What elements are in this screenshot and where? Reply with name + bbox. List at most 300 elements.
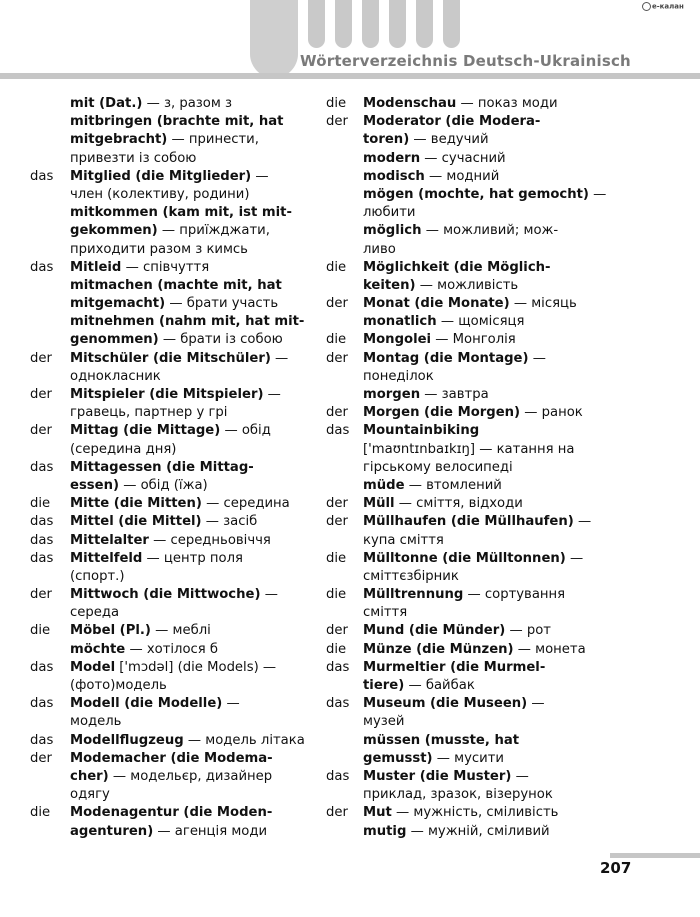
translation: однокласник	[70, 368, 161, 384]
entry-text	[70, 113, 283, 131]
translation: ['mɔdəl] (die Models) —	[115, 659, 277, 675]
entry-text	[70, 713, 121, 731]
entry-text	[363, 568, 459, 586]
dictionary-entry-line	[326, 495, 626, 513]
headword: Mund (die Münder)	[363, 623, 506, 639]
headword: modern	[363, 150, 421, 166]
dictionary-entry-line	[30, 459, 310, 477]
dictionary-entry-line	[30, 241, 310, 259]
dictionary-entry-line	[326, 659, 626, 677]
dictionary-entry-line	[326, 368, 626, 386]
article: der	[326, 405, 348, 421]
entry-text	[363, 186, 606, 204]
dictionary-entry-line	[30, 804, 310, 822]
entry-text	[70, 495, 290, 513]
article: das	[30, 459, 54, 475]
dictionary-entry-line	[326, 804, 626, 822]
headword: möglich	[363, 223, 422, 239]
headword: agenturen)	[70, 823, 154, 839]
dictionary-entry-line	[30, 113, 310, 131]
headword: morgen	[363, 387, 421, 402]
article: der	[326, 114, 348, 130]
entry-text	[363, 241, 396, 259]
translation: — з, разом з	[142, 96, 233, 111]
dictionary-entry-line	[326, 604, 626, 622]
translation: музей	[363, 714, 405, 730]
translation: — байбак	[404, 678, 475, 693]
translation: любити	[363, 205, 416, 221]
dictionary-entry-line	[30, 713, 310, 731]
entry-text	[363, 641, 586, 659]
dictionary-entry-line	[30, 786, 310, 804]
entry-text	[363, 750, 504, 768]
headword: Müllhaufen (die Müllhaufen)	[363, 514, 574, 530]
entry-text	[70, 186, 250, 204]
entry-text	[363, 768, 529, 786]
dictionary-entry-line	[30, 532, 310, 550]
headword: Mülltrennung	[363, 587, 464, 603]
dictionary-entry-line	[30, 313, 310, 331]
dictionary-entry-line	[326, 513, 626, 531]
headword: Model	[70, 659, 116, 675]
entry-text	[363, 659, 545, 677]
header-tab	[308, 0, 325, 48]
dictionary-entry-line	[326, 331, 626, 349]
headword: Mittelalter	[70, 532, 149, 548]
translation: — модель літака	[183, 732, 305, 748]
translation: — модельєр, дизайнер	[108, 768, 273, 784]
dictionary-entry-line	[30, 277, 310, 295]
dictionary-entry-line	[30, 295, 310, 313]
entry-text	[363, 604, 407, 622]
dictionary-entry-line	[326, 768, 626, 786]
entry-text	[363, 95, 558, 113]
entry-text	[70, 732, 305, 750]
article: der	[30, 750, 52, 766]
dictionary-entry-line	[30, 604, 310, 622]
headword: Mountainbiking	[363, 423, 480, 439]
entry-text	[363, 204, 416, 222]
headword: Modenschau	[363, 96, 457, 111]
headword: genommen)	[70, 332, 159, 348]
entry-text	[70, 259, 209, 277]
dictionary-entry-line	[326, 695, 626, 713]
translation: — рот	[505, 623, 551, 639]
headword: mitgebracht)	[70, 132, 168, 148]
dictionary-entry-line	[30, 732, 310, 750]
entry-text	[363, 422, 479, 440]
dictionary-entry-line	[326, 95, 626, 113]
headword: Mittag (die Mittage)	[70, 423, 221, 439]
dictionary-entry-line	[326, 186, 626, 204]
article: die	[326, 96, 347, 111]
page-title: Wörterverzeichnis Deutsch-Ukrainisch	[300, 52, 631, 70]
headword: Modenagentur (die Moden-	[70, 805, 273, 821]
article: der	[30, 587, 52, 603]
entry-text	[70, 313, 304, 331]
entry-text	[70, 459, 254, 477]
entry-text	[70, 532, 271, 550]
entry-text	[70, 241, 248, 259]
dictionary-entry-line	[30, 768, 310, 786]
dictionary-entry-line	[326, 313, 626, 331]
entry-text	[70, 368, 161, 386]
entry-text	[70, 677, 167, 695]
dictionary-entry-line	[326, 113, 626, 131]
entry-text	[363, 550, 583, 568]
entry-text	[363, 804, 558, 822]
translation: — сортування	[463, 587, 566, 603]
dictionary-entry-line	[30, 677, 310, 695]
headword: Mittagessen (die Mittag-	[70, 459, 254, 475]
entry-text	[70, 295, 278, 313]
entry-text	[363, 313, 524, 331]
header-tab	[389, 0, 406, 48]
dictionary-entry-line	[326, 150, 626, 168]
headword: müssen (musste, hat	[363, 732, 520, 748]
headword: gekommen)	[70, 223, 158, 239]
entry-text	[363, 713, 404, 731]
dictionary-entry-line	[30, 331, 310, 349]
translation: — приїжджати,	[157, 223, 270, 239]
dictionary-entry-line	[30, 513, 310, 531]
entry-text	[70, 768, 272, 786]
entry-text	[363, 695, 545, 713]
headword: mitmachen (machte mit, hat	[70, 277, 282, 293]
translation: — показ моди	[456, 96, 558, 111]
dictionary-entry-line	[326, 277, 626, 295]
headword: Museum (die Museen)	[363, 696, 528, 712]
headword: mit (Dat.)	[70, 96, 143, 111]
translation: — мужність, сміливість	[391, 805, 559, 821]
article: das	[30, 732, 54, 748]
headword: Mülltonne (die Mülltonnen)	[363, 550, 566, 566]
entry-text	[70, 95, 232, 113]
entry-text	[70, 204, 292, 222]
dictionary-entry-line	[30, 131, 310, 149]
translation: ливо	[363, 241, 396, 257]
entry-text	[363, 259, 551, 277]
translation: —	[263, 387, 281, 402]
headword: keiten)	[363, 277, 416, 293]
headword: Mittelfeld	[70, 550, 143, 566]
entry-text	[363, 622, 551, 640]
dictionary-entry-line	[326, 386, 626, 404]
translation: — місяць	[509, 296, 577, 312]
article: die	[326, 587, 347, 603]
entry-text	[363, 295, 577, 313]
translation: —	[573, 514, 592, 530]
headword: modisch	[363, 168, 425, 184]
translation: — втомлений	[404, 477, 502, 493]
entry-text	[70, 641, 218, 659]
logo-icon	[642, 2, 651, 11]
dictionary-entry-line	[326, 713, 626, 731]
headword: Müll	[363, 496, 395, 512]
dictionary-entry-line	[326, 677, 626, 695]
article: die	[326, 332, 347, 348]
entry-text	[70, 804, 272, 822]
entry-text	[363, 532, 444, 550]
headword: Monat (die Monate)	[363, 296, 510, 312]
article: das	[326, 423, 350, 439]
dictionary-entry-line	[326, 568, 626, 586]
headword: mutig	[363, 823, 407, 839]
dictionary-entry-line	[30, 622, 310, 640]
translation: — брати із собою	[158, 332, 283, 348]
translation: — меблі	[150, 623, 211, 639]
headword: tiere)	[363, 678, 405, 693]
translation: — модний	[424, 168, 500, 184]
headword: Möglichkeit (die Möglich-	[363, 259, 551, 275]
headword: Muster (die Muster)	[363, 768, 512, 784]
dictionary-entry-line	[30, 586, 310, 604]
headword: monatlich	[363, 314, 437, 330]
entry-text	[363, 441, 574, 459]
dictionary-entry-line	[30, 150, 310, 168]
translation: середа	[70, 605, 120, 621]
translation: — хотілося б	[125, 641, 219, 657]
header-tab-large	[250, 0, 298, 78]
translation: — принести,	[167, 132, 259, 148]
entry-text	[363, 459, 513, 477]
headword: cher)	[70, 768, 109, 784]
headword: mitgemacht)	[70, 296, 166, 312]
entry-text	[70, 477, 208, 495]
dictionary-entry-line	[30, 350, 310, 368]
dictionary-entry-line	[30, 95, 310, 113]
headword: Mut	[363, 805, 392, 821]
headword: möchte	[70, 641, 126, 657]
translation: модель	[70, 714, 122, 730]
header-rule	[0, 73, 700, 79]
header-tab	[443, 0, 460, 48]
translation: — можливість	[415, 277, 519, 293]
article: das	[30, 696, 54, 712]
dictionary-entry-line	[30, 641, 310, 659]
entry-text	[70, 659, 276, 677]
publisher-logo: e-калан	[642, 2, 684, 11]
entry-text	[70, 786, 110, 804]
entry-text	[363, 131, 489, 149]
headword: mitnehmen (nahm mit, hat mit-	[70, 314, 305, 330]
entry-text	[363, 404, 583, 422]
translation: одягу	[70, 787, 110, 803]
article: das	[30, 532, 54, 548]
translation: понеділок	[363, 368, 434, 384]
translation: — ранок	[520, 405, 583, 421]
entry-text	[363, 677, 475, 695]
page-number: 207	[600, 859, 632, 877]
article: das	[326, 696, 350, 712]
article: die	[30, 623, 51, 639]
translation: купа сміття	[363, 532, 444, 548]
headword: Mitschüler (die Mitschüler)	[70, 350, 271, 366]
article: der	[326, 805, 348, 821]
translation: — мусити	[432, 750, 504, 766]
dictionary-entry-line	[30, 441, 310, 459]
article: der	[326, 496, 348, 512]
article: die	[30, 496, 51, 512]
entry-text	[363, 331, 516, 349]
entry-text	[70, 422, 271, 440]
headword: Mongolei	[363, 332, 432, 348]
entry-text	[363, 823, 550, 841]
headword: Mitleid	[70, 259, 122, 275]
translation: — обід (їжа)	[119, 477, 208, 493]
article: der	[326, 514, 348, 530]
translation: — засіб	[201, 514, 258, 530]
entry-text	[70, 568, 124, 586]
dictionary-entry-line	[30, 495, 310, 513]
headword: mitbringen (brachte mit, hat	[70, 114, 284, 130]
translation: сміття	[363, 605, 408, 621]
entry-text	[363, 113, 540, 131]
headword: Modellflugzeug	[70, 732, 184, 748]
dictionary-entry-line	[30, 204, 310, 222]
entry-text	[363, 277, 518, 295]
headword: essen)	[70, 477, 120, 493]
entry-text	[70, 550, 243, 568]
dictionary-entry-line	[326, 404, 626, 422]
translation: —	[270, 350, 289, 366]
dictionary-entry-line	[326, 131, 626, 149]
entry-text	[70, 622, 211, 640]
translation: — завтра	[420, 387, 489, 402]
dictionary-entry-line	[30, 750, 310, 768]
headword: müde	[363, 477, 405, 493]
dictionary-entry-line	[326, 550, 626, 568]
dictionary-entry-line	[30, 368, 310, 386]
article: das	[326, 768, 350, 784]
headword: Mittel (die Mittel)	[70, 514, 202, 530]
entry-text	[70, 350, 288, 368]
left-column	[30, 95, 310, 841]
article: der	[326, 623, 348, 639]
dictionary-entry-line	[326, 259, 626, 277]
dictionary-entry-line	[30, 259, 310, 277]
entry-text	[363, 495, 523, 513]
entry-text	[363, 168, 499, 186]
entry-text	[70, 131, 259, 149]
headword: Modemacher (die Modema-	[70, 750, 273, 766]
dictionary-entry-line	[326, 641, 626, 659]
dictionary-entry-line	[30, 695, 310, 713]
headword: mitkommen (kam mit, ist mit-	[70, 205, 292, 221]
article: das	[326, 659, 350, 675]
translation: —	[251, 168, 269, 184]
headword: gemusst)	[363, 750, 433, 766]
article: das	[30, 550, 54, 566]
article: das	[30, 514, 54, 530]
translation: —	[260, 587, 278, 603]
translation: приходити разом з кимсь	[70, 241, 248, 257]
entry-text	[70, 222, 270, 240]
headword: mögen (mochte, hat gemocht)	[363, 186, 589, 202]
article: der	[30, 387, 52, 402]
translation: —	[588, 186, 607, 202]
header-tab	[335, 0, 352, 48]
translation: — співчуття	[121, 259, 210, 275]
headword: Mitte (die Mitten)	[70, 496, 202, 512]
translation: — брати участь	[165, 296, 279, 312]
dictionary-entry-line	[326, 586, 626, 604]
translation: — сучасний	[420, 150, 506, 166]
dictionary-entry-line	[326, 422, 626, 440]
article: der	[30, 423, 52, 439]
translation: — агенція моди	[153, 823, 268, 839]
headword: toren)	[363, 132, 410, 148]
entry-text	[363, 586, 565, 604]
dictionary-entry-line	[326, 459, 626, 477]
article: die	[30, 805, 51, 821]
translation: —	[511, 768, 529, 784]
article: die	[326, 550, 347, 566]
headword: Mittwoch (die Mittwoche)	[70, 587, 261, 603]
headword: Morgen (die Morgen)	[363, 405, 521, 421]
translation: приклад, зразок, візерунок	[363, 787, 553, 803]
entry-text	[363, 222, 558, 240]
translation: — ведучий	[409, 132, 489, 148]
translation: член (колективу, родини)	[70, 186, 250, 202]
dictionary-entry-line	[326, 241, 626, 259]
translation: — монета	[513, 641, 586, 657]
translation: — щомісяця	[436, 314, 525, 330]
dictionary-entry-line	[326, 222, 626, 240]
dictionary-entry-line	[30, 823, 310, 841]
headword: Moderator (die Modera-	[363, 114, 541, 130]
article: der	[326, 350, 348, 366]
entry-text	[363, 786, 553, 804]
dictionary-entry-line	[326, 295, 626, 313]
translation: гравець, партнер у грі	[70, 405, 228, 421]
footer-rule	[610, 853, 700, 858]
translation: — сміття, відходи	[394, 496, 523, 512]
entry-text	[363, 368, 434, 386]
translation: — Монголія	[431, 332, 516, 348]
entry-text	[70, 404, 227, 422]
entry-text	[70, 386, 281, 404]
dictionary-entry-line	[30, 568, 310, 586]
entry-text	[363, 150, 506, 168]
article: der	[326, 296, 348, 312]
headword: Möbel (Pl.)	[70, 623, 151, 639]
headword: Mitglied (die Mitglieder)	[70, 168, 252, 184]
headword: Murmeltier (die Murmel-	[363, 659, 546, 675]
dictionary-entry-line	[30, 186, 310, 204]
translation: — середина	[201, 496, 290, 512]
entry-text	[70, 277, 282, 295]
right-column	[326, 95, 626, 841]
dictionary-entry-line	[326, 477, 626, 495]
entry-text	[70, 513, 257, 531]
entry-text	[70, 604, 119, 622]
translation: — середньовіччя	[148, 532, 271, 548]
article: das	[30, 659, 54, 675]
translation: гірському велосипеді	[363, 459, 513, 475]
entry-text	[363, 477, 502, 495]
entry-text	[70, 168, 269, 186]
entry-text	[70, 750, 273, 768]
dictionary-entry-line	[326, 823, 626, 841]
translation: — центр поля	[142, 550, 243, 566]
entry-text	[363, 513, 591, 531]
translation: ['maʊntɪnbaɪkɪŋ] — катання на	[363, 441, 575, 457]
dictionary-entry-line	[30, 550, 310, 568]
dictionary-entry-line	[326, 350, 626, 368]
dictionary-entry-line	[326, 786, 626, 804]
dictionary-entry-line	[30, 659, 310, 677]
